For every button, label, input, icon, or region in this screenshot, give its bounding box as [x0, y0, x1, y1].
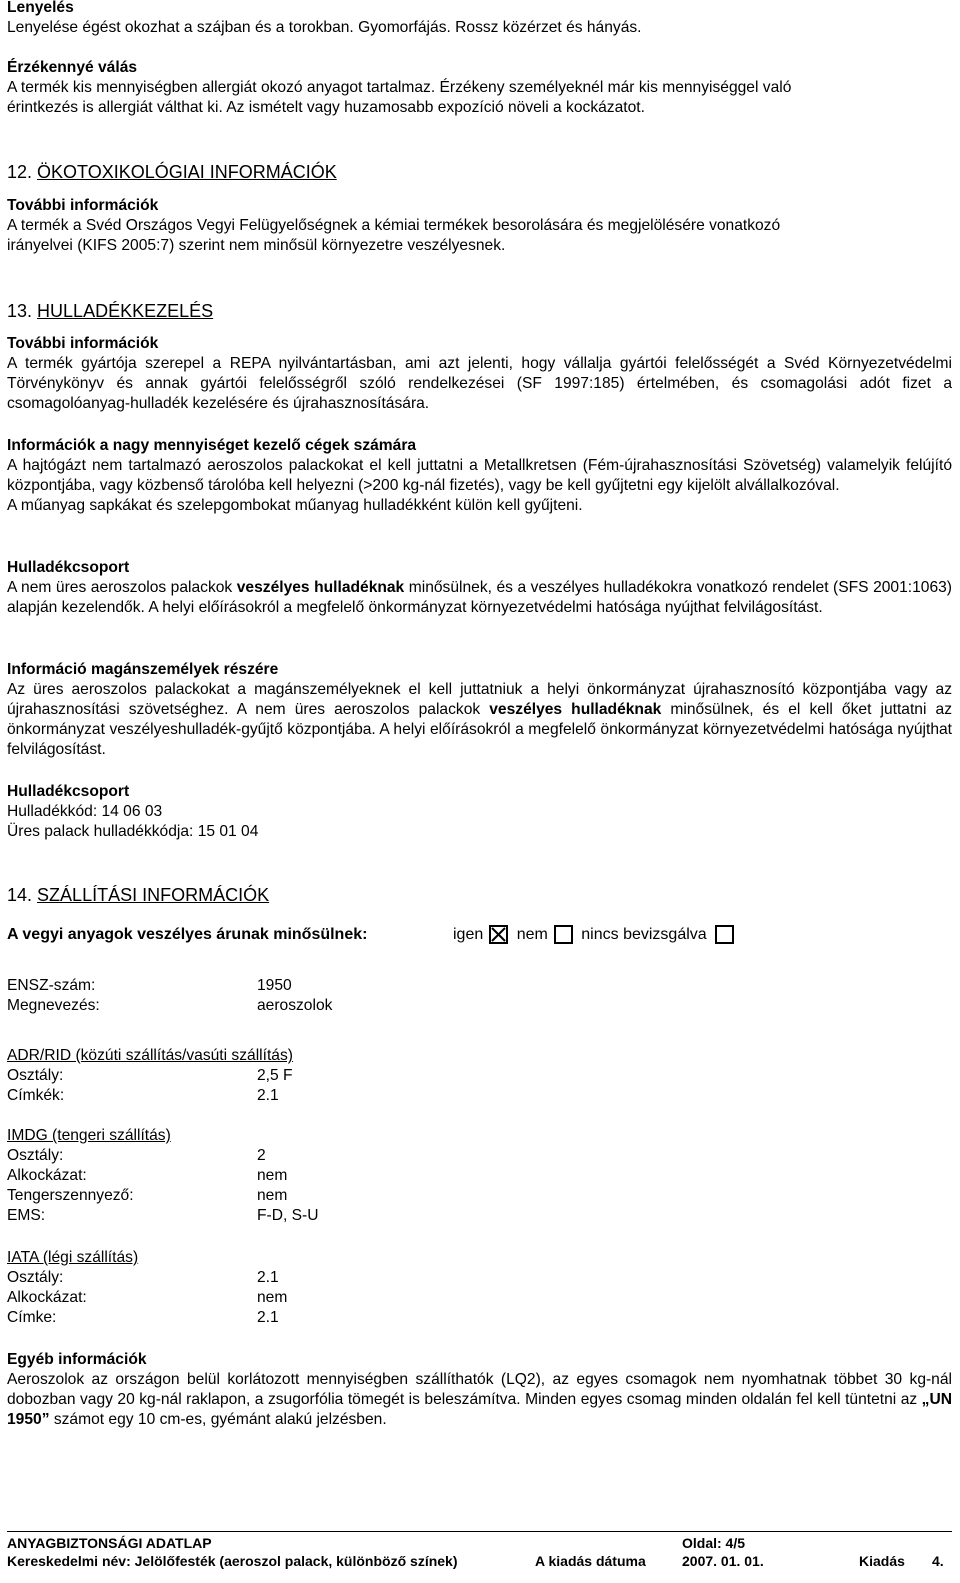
option-igen-label: igen [453, 926, 484, 943]
field-label: Alkockázat: [7, 1289, 87, 1306]
footer-page: Oldal: 4/5 [682, 1535, 746, 1551]
field-label: Osztály: [7, 1269, 64, 1286]
imdg-class-row [7, 1146, 607, 1166]
footer-row-1 [7, 1534, 952, 1552]
subheading: Egyéb információk [7, 1351, 147, 1368]
paragraph [7, 1370, 952, 1430]
section-number: 14. [7, 885, 33, 905]
waste-code: Hulladékkód: 14 06 03 [7, 803, 163, 820]
subheading: További információk [7, 335, 159, 352]
section-13-body [7, 334, 952, 414]
text-run: Aeroszolok az országon belül korlátozott mennyiségben szállíthatók (LQ2), az egyes csomagok nem nyomhatnak többet 30 kg-nál dobozban vagy 20 kg-nál raklapon, a zsugorfólia tömegét is beleszámítva. Minden egyes csomag minden oldalán fel kell tüntetni az [7, 1371, 952, 1408]
subsection-title: IMDG (tengeri szállítás) [7, 1127, 171, 1144]
text-lenyeles: Lenyelése égést okozhat a szájban és a torokban. Gyomorfájás. Rossz közérzet és hányás. [7, 19, 642, 36]
field-label: Osztály: [7, 1147, 64, 1164]
dangerous-goods-row [7, 925, 952, 945]
subheading: Információk a nagy mennyiséget kezelő cégek számára [7, 437, 417, 454]
imdg-ems-row [7, 1206, 607, 1226]
field-value: F-D, S-U [257, 1207, 319, 1224]
field-value: 2.1 [257, 1087, 279, 1104]
subheading: További információk [7, 197, 159, 214]
name-row [7, 996, 607, 1016]
adr-class-row [7, 1066, 607, 1086]
subheading: Hulladékcsoport [7, 783, 130, 800]
section-13-private [7, 660, 952, 760]
un-number-row [7, 976, 607, 996]
heading-lenyeles: Lenyelés [7, 0, 74, 16]
field-value: 2.1 [257, 1269, 279, 1286]
section-13-waste-group [7, 558, 952, 618]
field-label: Alkockázat: [7, 1167, 87, 1184]
section-13-codes [7, 782, 952, 842]
section-number: 13. [7, 301, 33, 321]
adr-title [7, 1046, 607, 1066]
text-line: A termék a Svéd Országos Vegyi Felügyelőségnek a kémiai termékek besorolására és megjelölésére vonatkozó [7, 217, 781, 234]
field-value: 2.1 [257, 1309, 279, 1326]
iata-subrisk-row [7, 1288, 607, 1308]
field-label: Megnevezés: [7, 997, 100, 1014]
section-lenyeles [7, 0, 952, 38]
footer-edition-label: Kiadás [859, 1553, 905, 1569]
text-bold: „UN 1950” [7, 1391, 952, 1428]
text-run: számot egy 10 cm-es, gyémánt alakú jelzésben. [49, 1411, 387, 1428]
field-label: Címke: [7, 1309, 57, 1326]
field-value: 2 [257, 1147, 266, 1164]
iata-label-row [7, 1308, 607, 1328]
paragraph: A termék gyártója szerepel a REPA nyilvántartásban, ami azt jelenti, hogy vállalja gyártói felelősségét a Svéd Környezetvédelmi Törvénykönyv és annak gyártói felelősségről szóló rendelkezései (SF 1997:185) értelmében, és csomagolási adót fizet a csomagolóanyag-hulladék kezelésére és újrahasznosítására. [7, 355, 952, 412]
option-nem-label: nem [516, 926, 548, 943]
option-nincs-label: nincs bevizsgálva [581, 926, 707, 943]
field-value: nem [257, 1289, 288, 1306]
field-value: 2,5 F [257, 1067, 293, 1084]
other-info [7, 1350, 952, 1430]
field-label: Osztály: [7, 1067, 64, 1084]
section-title: SZÁLLÍTÁSI INFORMÁCIÓK [37, 885, 270, 905]
text-bold: veszélyes hulladéknak [489, 701, 662, 718]
empty-pack-code: Üres palack hulladékkódja: 15 01 04 [7, 823, 259, 840]
footer-trade-name: Kereskedelmi név: Jelölőfesték (aeroszol palack, különböző színek) [7, 1553, 458, 1569]
heading-erzekennye: Érzékennyé válás [7, 59, 138, 76]
footer-edition: 4. [932, 1553, 944, 1569]
subsection-title: ADR/RID (közúti szállítás/vasúti szállítás) [7, 1047, 293, 1064]
section-13-large-handlers [7, 436, 952, 516]
iata-title [7, 1248, 607, 1268]
field-label: Tengerszennyező: [7, 1187, 134, 1204]
section-title: ÖKOTOXIKOLÓGIAI INFORMÁCIÓK [37, 162, 337, 182]
section-12-title [7, 161, 952, 183]
paragraph: A hajtógázt nem tartalmazó aeroszolos palackokat el kell juttatni a Metallkretsen (Fém-újrahasznosítási Szövetség) valamelyik felújító központjába, vagy közbenső tárolóba kell helyezni (>200 kg-nál fizetés), vagy be kell gyűjtetni egy kijelölt alvállalkozóval. [7, 457, 952, 494]
paragraph [7, 578, 952, 618]
text-line: irányelvei (KIFS 2005:7) szerint nem minősül környezetre veszélyesnek. [7, 237, 506, 254]
text-run: Az üres aeroszolos palackokat a magánszemélyeknek el kell juttatniuk a helyi önkormányzat újrahasznosító központjába vagy az újrahasznosítási szövetséghez. A nem üres aeroszolos palackok [7, 681, 952, 718]
footer-issue-date-label: A kiadás dátuma [535, 1553, 646, 1569]
iata-class-row [7, 1268, 607, 1288]
imdg-title [7, 1126, 607, 1146]
field-label: EMS: [7, 1207, 46, 1224]
imdg-pollutant-row [7, 1186, 607, 1206]
field-value: nem [257, 1167, 288, 1184]
dangerous-goods-question: A vegyi anyagok veszélyes árunak minősülnek: [7, 926, 368, 943]
options-group [453, 925, 734, 945]
imdg-subrisk-row [7, 1166, 607, 1186]
subsection-title: IATA (légi szállítás) [7, 1249, 139, 1266]
page-footer [7, 1531, 952, 1570]
field-label: ENSZ-szám: [7, 977, 96, 994]
text-erzekennye-2: érintkezés is allergiát válthat ki. Az ismételt vagy huzamosabb expozíció növeli a kockázatot. [7, 99, 645, 116]
field-value: aeroszolok [257, 997, 333, 1014]
text-run: minősülnek, és el kell őket juttatni az önkormányzat veszélyeshulladék-gyűjtő központjába. A helyi előírásokról a megfelelő önkormányzat környezetvédelmi hatósága nyújthat felvilágosítást. [7, 701, 952, 758]
section-erzekennye [7, 58, 952, 118]
adr-labels-row [7, 1086, 607, 1106]
paragraph: A műanyag sapkákat és szelepgombokat műanyag hulladékként külön kell gyűjteni. [7, 497, 583, 514]
field-label: Címkék: [7, 1087, 65, 1104]
subheading: Információ magánszemélyek részére [7, 661, 279, 678]
text-erzekennye-1: A termék kis mennyiségben allergiát okozó anyagot tartalmaz. Érzékeny személyeknél már kis mennyiséggel való [7, 79, 792, 96]
field-value: 1950 [257, 977, 292, 994]
option-igen-checkbox[interactable] [489, 925, 508, 944]
section-14-title [7, 884, 952, 906]
footer-row-2 [7, 1552, 952, 1570]
option-nem-checkbox[interactable] [554, 925, 573, 944]
text-run: minősülnek, és a veszélyes hulladékokra vonatkozó rendelet (SFS 2001:1063) alapján kezelendők. A helyi előírásokról a megfelelő önkormányzat környezetvédelmi hatósága nyújthat felvilágosítást. [7, 579, 952, 616]
section-13-title [7, 300, 952, 322]
section-number: 12. [7, 162, 33, 182]
text-bold: veszélyes hulladéknak [236, 579, 405, 596]
text-run: A nem üres aeroszolos palackok [7, 579, 237, 596]
subheading: Hulladékcsoport [7, 559, 130, 576]
section-12-body [7, 196, 952, 256]
section-title: HULLADÉKKEZELÉS [37, 301, 214, 321]
paragraph [7, 680, 952, 760]
checkmark-x-icon [491, 927, 506, 942]
footer-issue-date: 2007. 01. 01. [682, 1553, 764, 1569]
footer-doc-type: ANYAGBIZTONSÁGI ADATLAP [7, 1535, 212, 1551]
option-nincs-checkbox[interactable] [715, 925, 734, 944]
field-value: nem [257, 1187, 288, 1204]
